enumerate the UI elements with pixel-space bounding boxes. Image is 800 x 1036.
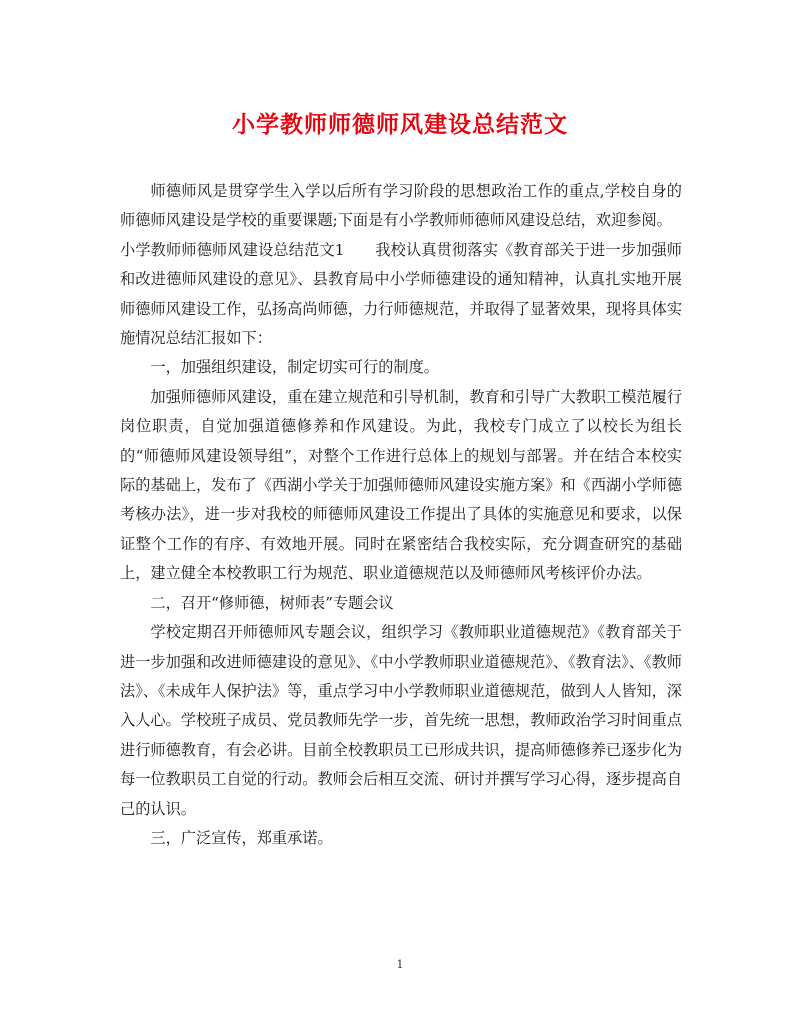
paragraph-meetings: 学校定期召开师德师风专题会议，组织学习《教师职业道德规范》《教育部关于进一步加强和改进师德建设的意见》、《中小学教师职业道德规范》、《教育法》、《教师法》、《未成年人保护法》等，重点学习中小学教师职业道德规范，做到人人皆知，深入人心。学校班子成员、党员教师先学一步，首先统一思想，教师政治学习时间重点进行师德教育，有会必讲。目前全校教职员工已形成共识，提高师德修养已逐步化为每一位教职员工自觉的行动。教师会后相互交流、研讨并撰写学习心得，逐步提高自己的认识。 [120, 623, 682, 818]
page-number: 1 [396, 958, 404, 971]
heading-two: 二，召开“修师德，树师表”专题会议 [150, 593, 394, 612]
document-body [120, 177, 682, 853]
heading-one: 一，加强组织建设，制定切实可行的制度。 [150, 358, 439, 377]
heading-three: 三，广泛宣传，郑重承诺。 [150, 828, 333, 847]
section-lead-paragraph: 小学教师师德师风建设总结范文1 我校认真贯彻落实《教育部关于进一步加强师和改进德师风建设的意见》、县教育局中小学师德建设的通知精神，认真扎实地开展师德师风建设工作，弘扬高尚师德，力行师德规范，并取得了显著效果，现将具体实施情况总结汇报如下： [120, 240, 682, 348]
paragraph-organization: 加强师德师风建设，重在建立规范和引导机制，教育和引导广大教职工模范履行岗位职责，自觉加强道德修养和作风建设。为此，我校专门成立了以校长为组长的“师德师风建设领导组”，对整个工作进行总体上的规划与部署。并在结合本校实际的基础上，发布了《西湖小学关于加强师德师风建设实施方案》和《西湖小学师德考核办法》，进一步对我校的师德师风建设工作提出了具体的实施意见和要求，以保证整个工作的有序、有效地开展。同时在紧密结合我校实际，充分调查研究的基础上，建立健全本校教职工行为规范、职业道德规范以及师德师风考核评价办法。 [120, 387, 682, 583]
document-title: 小学教师师德师风建设总结范文 [232, 111, 568, 138]
intro-paragraph: 师德师风是贯穿学生入学以后所有学习阶段的思想政治工作的重点,学校自身的师德师风建设是学校的重要课题;下面是有小学教师师德师风建设总结，欢迎参阅。 [120, 182, 682, 230]
